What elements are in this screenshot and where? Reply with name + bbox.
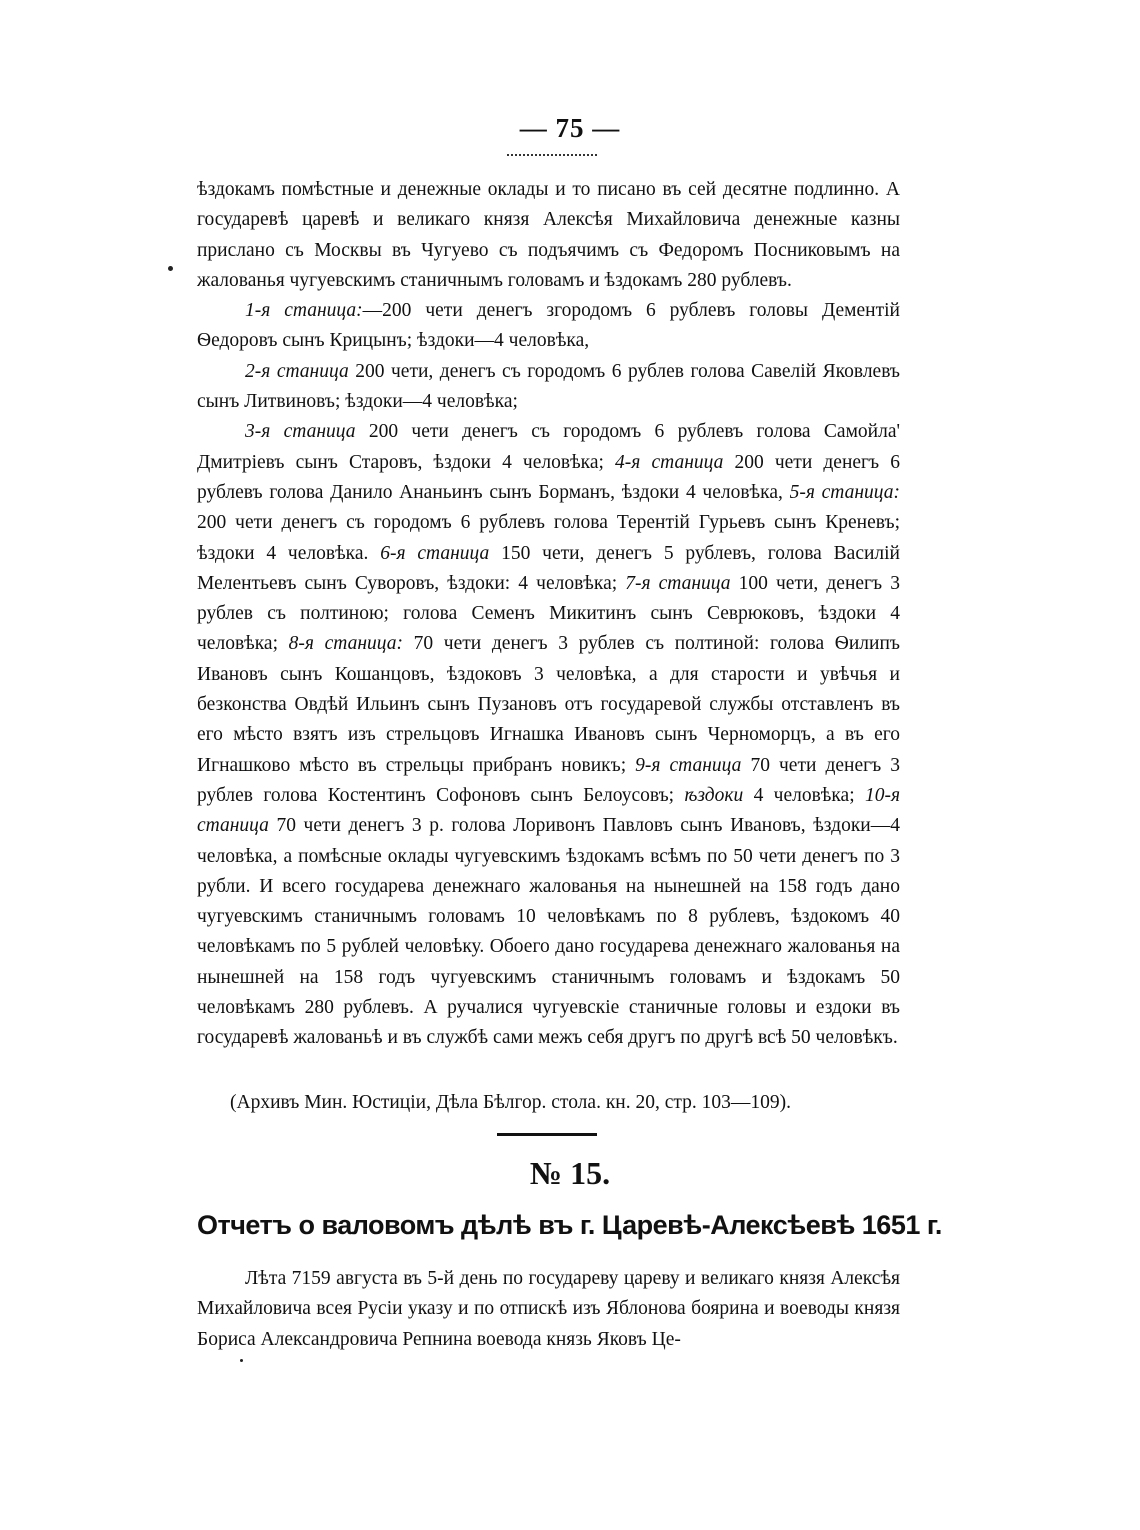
station-9-riders-text: 4 человѣка; — [743, 784, 865, 806]
station-9-label: 9-я станица — [635, 754, 742, 776]
document-number: № 15. — [529, 1155, 611, 1191]
station-3-text: 200 чети денегъ съ городомъ 6 рублевъ голова Самойла' Дмитріевъ сынъ Старовъ, ѣздоки 4 человѣка; — [197, 421, 900, 473]
station-8-text: 70 чети денегъ 3 рублев съ полтиной: голова Ѳилипъ Ивановъ сынъ Кошанцовъ, ѣздоковъ 3 человѣка, а для старости и увѣчья и безконства Овдѣй Ильинъ сынъ Пузановъ отъ государевой службы отставленъ въ его мѣсто взятъ изъ стрельцовъ Игнашка Ивановъ сынъ Черноморцъ, а въ его Игнашково мѣсто въ стрельцы прибранъ новикъ; — [197, 633, 900, 776]
station-7-label: 7-я станица — [625, 572, 731, 594]
ink-speck — [168, 266, 173, 271]
station-8-label: 8-я станица: — [288, 633, 403, 655]
main-text — [197, 175, 900, 1054]
station-9-text: 70 чети денегъ 3 рублев голова Костентинъ Софоновъ сынъ Белоусовъ; — [197, 754, 900, 806]
station-6-text: 150 чети, денегъ 5 рублевъ, голова Василій Мелентьевъ сынъ Суворовъ, ѣздоки: 4 человѣка; — [197, 542, 900, 594]
paragraph-opening: Лѣта 7159 августа въ 5-й день по государеву цареву и великаго князя Алексѣя Михайловича всея Русіи указу и по отпискѣ изъ Яблонова боярина и воеводы князя Бориса Александровича Репнина воевода князь Яковъ Це- — [197, 1268, 900, 1350]
station-1-text: —200 чети денегъ згородомъ 6 рублевъ головы Дементій Ѳедоровъ сынъ Крицынъ; ѣздоки—4 человѣка, — [197, 300, 900, 352]
document-text — [197, 1264, 900, 1355]
ink-speck — [240, 1359, 243, 1362]
section-divider — [497, 1133, 597, 1136]
station-2-label: 2-я станица — [245, 360, 349, 382]
paragraph-station-1 — [197, 296, 900, 357]
station-4-label: 4-я станица — [615, 451, 724, 473]
document-title: Отчетъ о валовомъ дѣлѣ въ г. Царевѣ-Алексѣевѣ 1651 г. — [197, 1210, 942, 1240]
station-5-text: 200 чети денегъ съ городомъ 6 рублевъ голова Терентій Гурьевъ сынъ Креневъ; ѣздоки 4 человѣка. — [197, 512, 900, 564]
page-number-underline — [507, 150, 597, 156]
station-6-label: 6-я станица — [380, 542, 490, 564]
paragraph-station-2 — [197, 357, 900, 418]
station-9-riders-label: ѣздоки — [684, 784, 744, 806]
station-4-text: 200 чети денегъ 6 рублевъ голова Данило Ананьинъ сынъ Борманъ, ѣздоки 4 человѣка, — [197, 451, 900, 503]
station-10-text: 70 чети денегъ 3 р. голова Лоривонъ Павловъ сынъ Ивановъ, ѣздоки—4 человѣка, а помѣсные оклады чугуевскимъ ѣздокамъ всѣмъ по 50 чети денегъ по 3 рубли. И всего государева денежнаго жалованья на нынешней на 158 годъ дано чугуевскимъ станичнымъ головамъ 10 человѣкамъ по 8 рублевъ, ѣздокомъ 40 человѣкамъ по 5 рублей человѣку. Обоего дано государева денежнаго жалованья на нынешней на 158 годъ чугуевскимъ станичнымъ головамъ и ѣздокамъ 50 человѣкамъ 280 рублевъ. А ручалися чугуевскіе станичные головы и ездоки въ государевѣ жалованьѣ и въ службѣ сами межъ себя другъ по другѣ всѣ 50 человѣкъ. — [197, 815, 900, 1049]
archive-citation: (Архивъ Мин. Юстиціи, Дѣла Бѣлгор. стола. кн. 20, стр. 103—109). — [230, 1092, 792, 1113]
station-7-text: 100 чети, денегъ 3 рублев съ полтиною; голова Семенъ Микитинъ сынъ Севрюковъ, ѣздоки 4 человѣка; — [197, 572, 900, 655]
paragraph-intro: ѣздокамъ помѣстные и денежные оклады и то писано въ сей десятне подлинно. А государевѣ царевѣ и великаго князя Алексѣя Михайловича денежные казны прислано съ Москвы въ Чугуево съ подъячимъ съ Федоромъ Посниковымъ на жалованья чугуевскимъ станичнымъ головамъ и ѣздокамъ 280 рублевъ. — [197, 179, 900, 291]
page-number: — 75 — — [519, 113, 621, 143]
station-10-label: 10-я станица — [197, 784, 901, 837]
station-3-label: 3-я станица — [245, 421, 356, 443]
station-2-text: 200 чети, денегъ съ городомъ 6 рублев голова Савелій Яковлевъ сынъ Литвиновъ; ѣздоки—4 человѣка; — [197, 360, 901, 413]
station-1-label: 1-я станица: — [245, 300, 363, 322]
paragraph-stations-3-10 — [197, 417, 900, 1053]
station-5-label: 5-я станица: — [789, 481, 900, 503]
